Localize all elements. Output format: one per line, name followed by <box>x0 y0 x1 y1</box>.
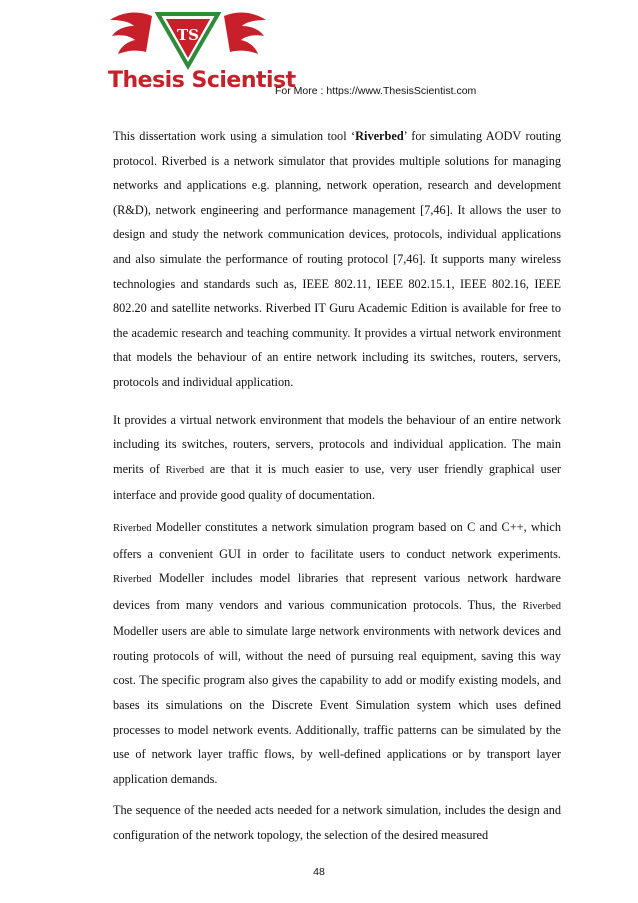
paragraph-4: The sequence of the needed acts needed for a network simulation, includes the design and configuration of the network topology, the selection of the desired measured <box>113 803 561 843</box>
p3-riverbed-3: Riverbed <box>522 600 561 612</box>
svg-text:TS: TS <box>177 26 199 44</box>
p2-riverbed: Riverbed <box>165 464 205 476</box>
p1-intro: This dissertation work using a simulation tool ‘ <box>113 129 356 143</box>
logo-wordmark: Thesis Scientist <box>108 68 296 93</box>
paragraph-3 <box>113 515 561 792</box>
p2-before: It provides a virtual network environment that models the behaviour of an entire network including its switches, routers, servers, protocols and individual application. The main merits of <box>113 412 561 476</box>
p3-segment-2: Modeller includes model libraries that represent various network hardware devices from many vendors and various communication protocols. Thus, the <box>113 571 561 612</box>
p3-segment-1: Modeller constitutes a network simulation program based on C and C++, which offers a convenient GUI in order to facilitate users to conduct network experiments. <box>113 519 561 561</box>
p1-rest: ’ for simulating AODV routing protocol. Riverbed is a network simulator that provides multiple solutions for managing networks and applications e.g. planning, network operation, research and development (R&D), network engineering and performance management [7,46]. It allows the user to design and study the network communication devices, protocols, individual applications and also simulate the performance of routing protocol [7,46]. It supports many wireless technologies and standards such as, IEEE 802.11, IEEE 802.15.1, IEEE 802.16, IEEE 802.20 and satellite networks. Riverbed IT Guru Academic Edition is available for free to the academic research and teaching community. It provides a virtual network environment that models the behaviour of an entire network including its switches, routers, servers, protocols and individual application. <box>113 129 561 389</box>
p2-after: are that it is much easier to use, very user friendly graphical user interface and provide good quality of documentation. <box>113 461 561 503</box>
p3-riverbed-1: Riverbed <box>113 522 152 534</box>
thesis-scientist-logo <box>108 8 296 100</box>
p3-segment-3: Modeller users are able to simulate large network environments with network devices and routing protocols of will, without the need of pursuing real equipment, saving this way cost. The specific program also gives the capability to add or modify existing models, and bases its simulations on the Discrete Event Simulation system which uses defined processes to model network events. Additionally, traffic patterns can be simulated by the use of network layer traffic flows, by well-defined applications or by transport layer application demands. <box>113 624 561 786</box>
winged-shield-icon <box>108 8 268 70</box>
p3-riverbed-2: Riverbed <box>113 574 152 586</box>
document-body <box>113 124 561 848</box>
page-number: 48 <box>313 866 325 878</box>
website-note: For More : https://www.ThesisScientist.com <box>275 85 477 97</box>
p1-tool-name: Riverbed <box>355 129 404 143</box>
paragraph-1 <box>113 124 561 395</box>
paragraph-2 <box>113 408 561 508</box>
